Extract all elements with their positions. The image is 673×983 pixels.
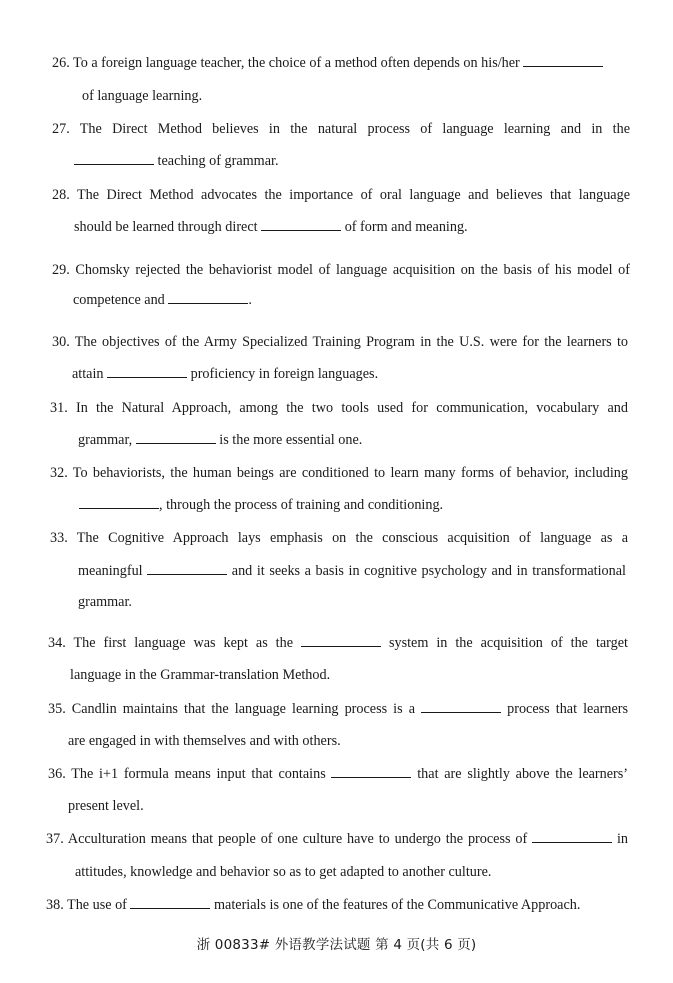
answer-blank-31	[136, 431, 216, 444]
question-text: 28. The Direct Method advocates the importance of oral language and believes that language	[52, 187, 630, 203]
question-33-line-2	[78, 562, 626, 580]
answer-blank-32	[79, 496, 159, 509]
question-27-line-2	[74, 152, 279, 170]
question-text: 29. Chomsky rejected the behaviorist model of language acquisition on the basis of his model of	[52, 262, 630, 278]
question-text: 38. The use of	[46, 897, 131, 913]
page-footer: 浙 00833# 外语教学法试题 第 4 页(共 6 页)	[196, 937, 477, 953]
answer-blank-28	[261, 218, 341, 231]
question-text: of form and meaning.	[341, 219, 468, 235]
question-28-line-2	[74, 218, 468, 236]
question-text: system in the acquisition of the target	[380, 635, 628, 651]
question-text: competence and	[73, 292, 169, 308]
question-text: , through the process of training and conditioning.	[159, 497, 444, 513]
question-text: and it seeks a basis in cognitive psychology and in transformational	[227, 563, 626, 579]
question-text: in	[612, 831, 628, 847]
question-text: 30. The objectives of the Army Specialized Training Program in the U.S. were for the learners to	[52, 334, 628, 350]
question-text: 26. To a foreign language teacher, the choice of a method often depends on his/her	[52, 55, 524, 71]
question-37-line-1	[46, 830, 628, 848]
question-34-line-1	[48, 634, 628, 652]
question-33-line-3	[78, 593, 132, 611]
question-text: of language learning.	[82, 88, 203, 104]
answer-blank-33	[147, 562, 227, 575]
question-28-line-1	[52, 186, 630, 204]
question-26-line-1	[52, 54, 603, 72]
question-30-line-2	[72, 365, 378, 383]
question-text: 27. The Direct Method believes in the natural process of language learning and in the	[52, 121, 630, 137]
question-text: 33. The Cognitive Approach lays emphasis on the conscious acquisition of language as a	[50, 530, 628, 546]
question-text: 34. The first language was kept as the	[48, 635, 301, 651]
question-text: 32. To behaviorists, the human beings are conditioned to learn many forms of behavior, including	[50, 465, 628, 481]
question-text: present level.	[68, 798, 144, 814]
question-31-line-2	[78, 431, 362, 449]
question-text: .	[248, 292, 252, 308]
question-text: 37. Acculturation means that people of one culture have to undergo the process of	[46, 831, 533, 847]
question-29-line-2	[73, 291, 252, 309]
answer-blank-29	[168, 291, 248, 304]
question-30-line-1	[52, 333, 628, 351]
question-text: proficiency in foreign languages.	[187, 366, 379, 382]
question-text: 35. Candlin maintains that the language learning process is a	[48, 701, 422, 717]
answer-blank-27	[74, 152, 154, 165]
question-text: materials is one of the features of the Communicative Approach.	[210, 897, 581, 913]
question-35-line-2	[68, 732, 341, 750]
question-text: teaching of grammar.	[154, 153, 279, 169]
question-text: attitudes, knowledge and behavior so as to get adapted to another culture.	[75, 864, 492, 880]
answer-blank-36	[331, 765, 411, 778]
question-33-line-1	[50, 529, 628, 547]
question-34-line-2	[70, 666, 330, 684]
question-text: is the more essential one.	[215, 432, 363, 448]
question-37-line-2	[75, 863, 491, 881]
question-text: should be learned through direct	[74, 219, 262, 235]
question-27-line-1	[52, 120, 630, 138]
question-text: that are slightly above the learners’	[411, 766, 628, 782]
question-38-line-1	[46, 896, 580, 914]
answer-blank-30	[107, 365, 187, 378]
question-text: grammar,	[78, 432, 136, 448]
question-29-line-1	[52, 261, 630, 279]
question-36-line-2	[68, 797, 144, 815]
question-text: 31. In the Natural Approach, among the two tools used for communication, vocabulary and	[50, 400, 628, 416]
answer-blank-37	[532, 830, 612, 843]
answer-blank-35	[421, 700, 501, 713]
answer-blank-38	[130, 896, 210, 909]
answer-blank-26	[523, 54, 603, 67]
question-text: meaningful	[78, 563, 148, 579]
question-text: 36. The i+1 formula means input that contains	[48, 766, 332, 782]
question-text: language in the Grammar-translation Method.	[70, 667, 331, 683]
question-text: are engaged in with themselves and with others.	[68, 733, 341, 749]
question-36-line-1	[48, 765, 628, 783]
question-31-line-1	[50, 399, 628, 417]
question-32-line-2	[79, 496, 443, 514]
question-text: grammar.	[78, 594, 132, 610]
question-text: attain	[72, 366, 108, 382]
question-35-line-1	[48, 700, 628, 718]
answer-blank-34	[301, 634, 381, 647]
question-26-line-2	[82, 87, 202, 105]
question-text: process that learners	[501, 701, 628, 717]
question-32-line-1	[50, 464, 628, 482]
